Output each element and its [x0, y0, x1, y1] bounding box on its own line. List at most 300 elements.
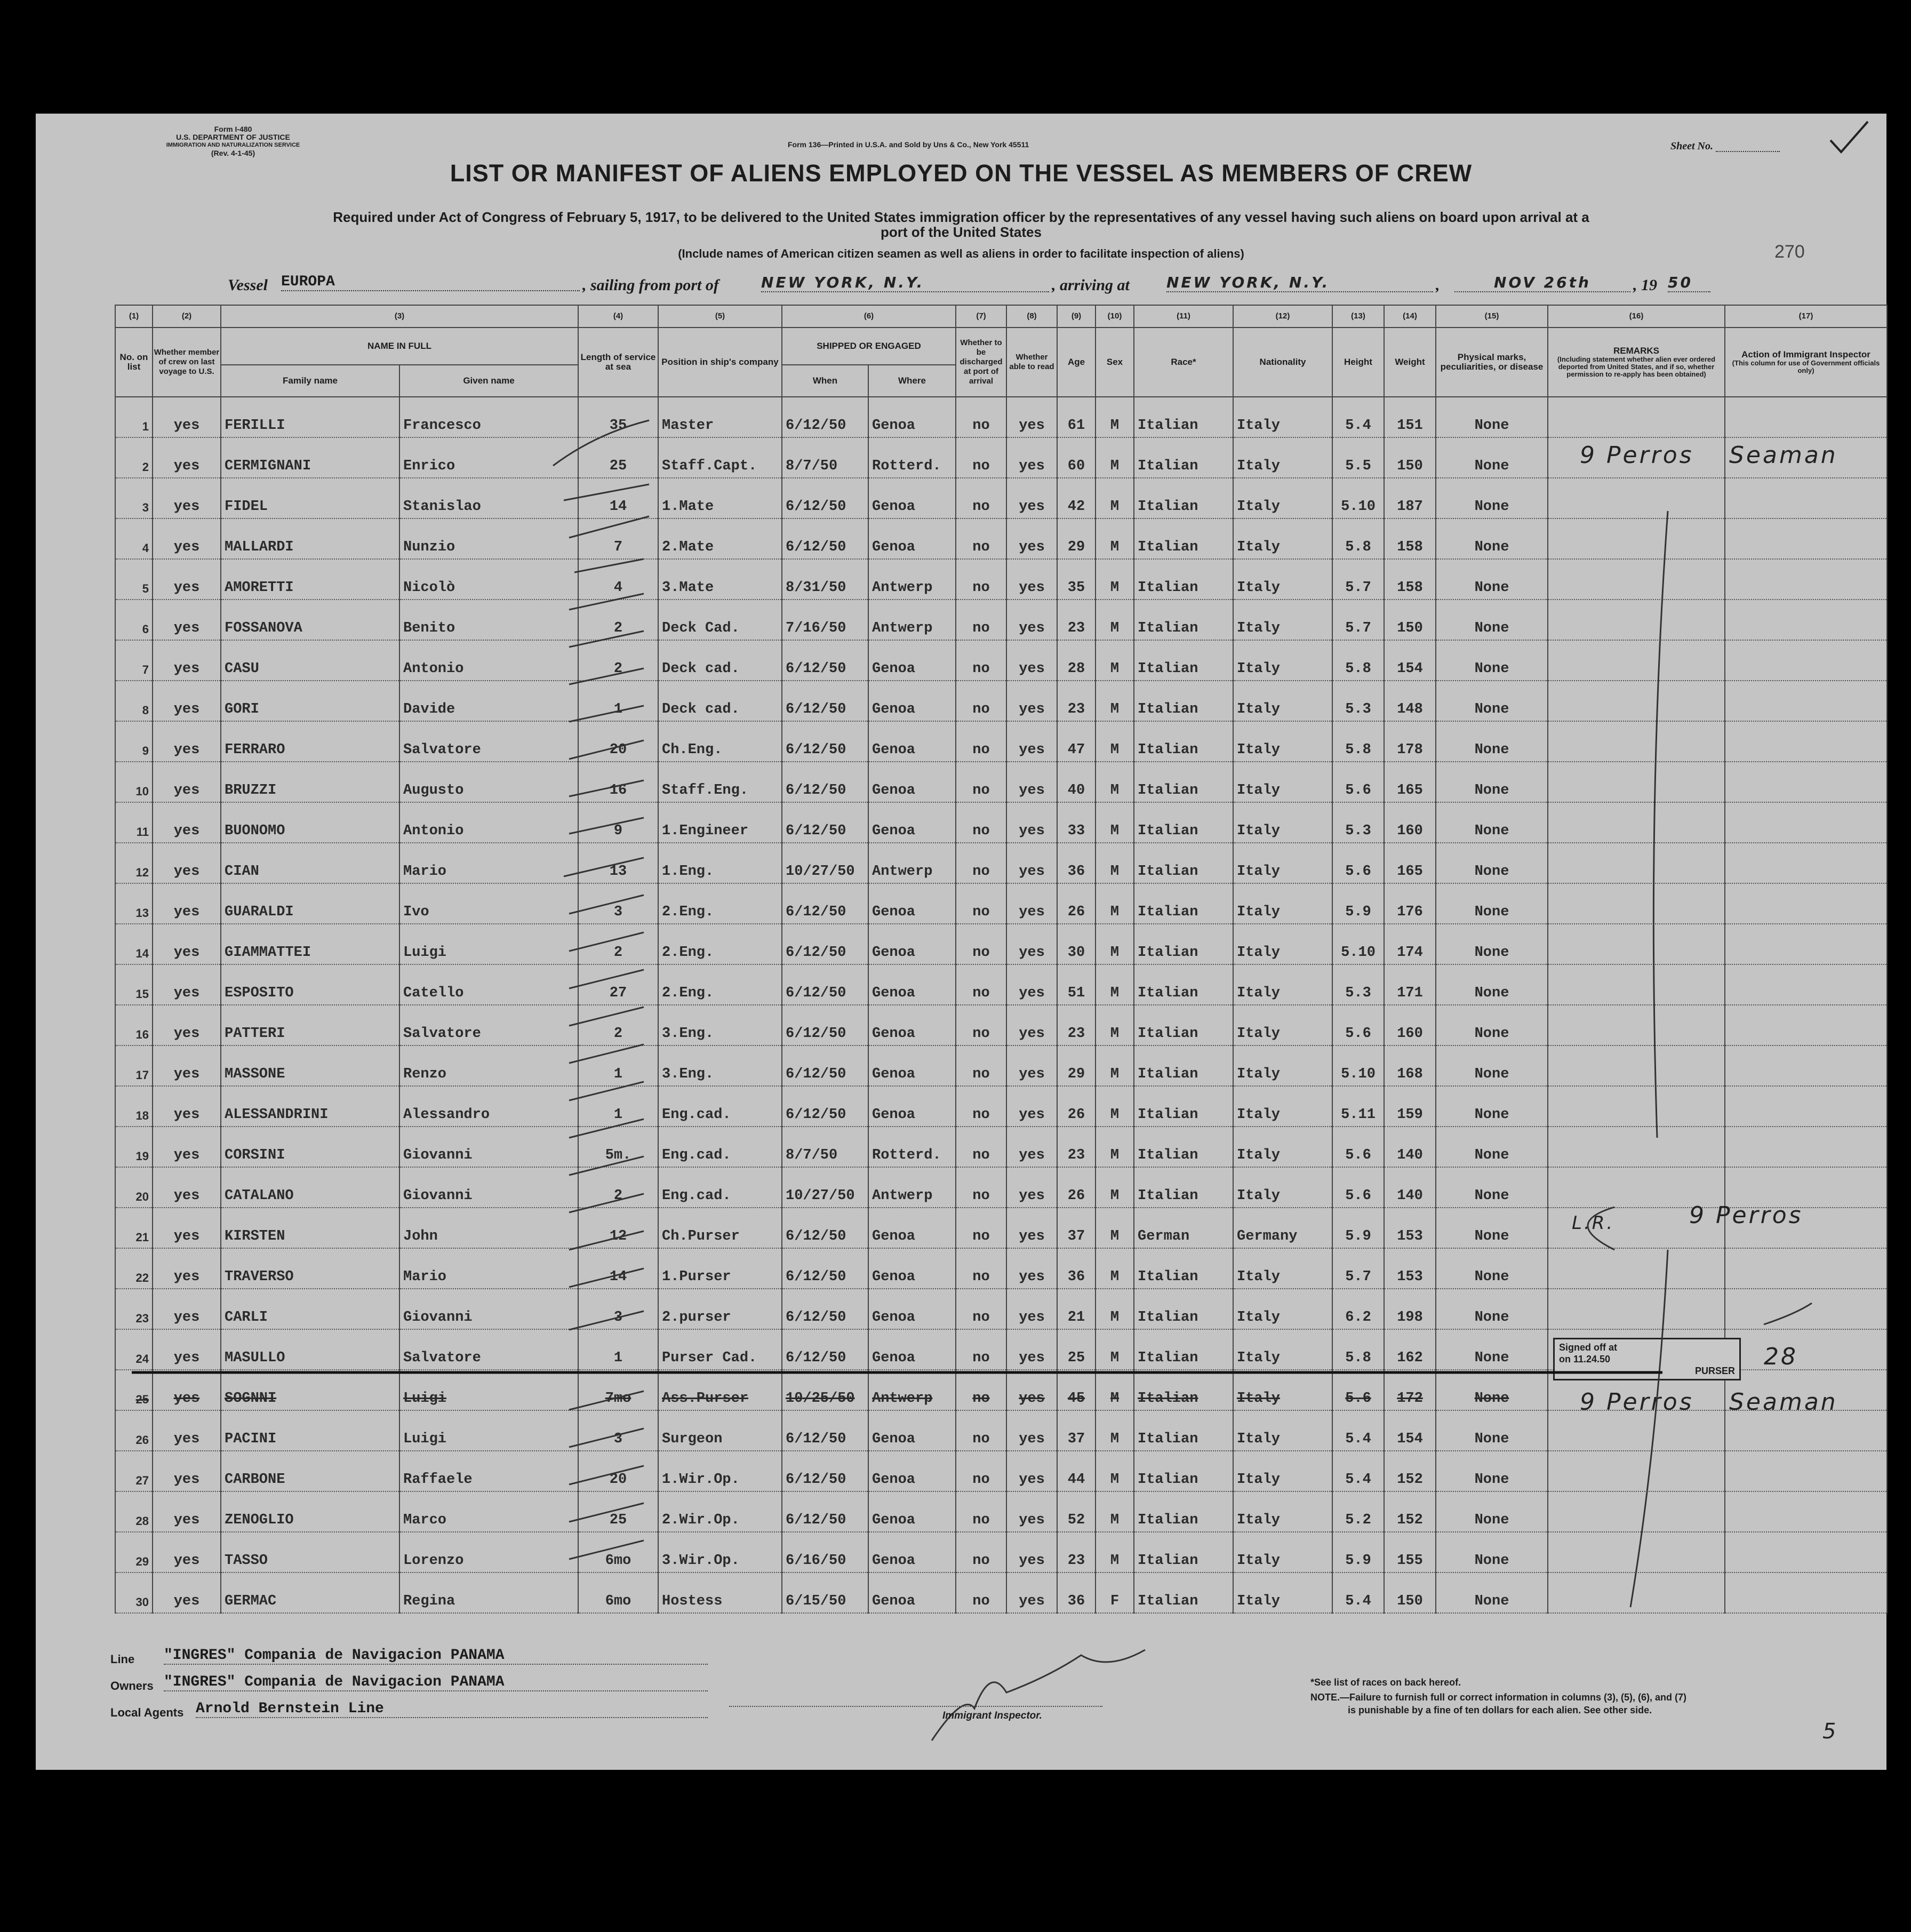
cell-age: 29	[1057, 1045, 1096, 1086]
cell-race: Italian	[1134, 518, 1233, 559]
arriving-port: NEW YORK, N.Y.	[1166, 274, 1433, 292]
cell-nationality: Italy	[1233, 1451, 1332, 1491]
cell-nationality: Italy	[1233, 1289, 1332, 1329]
cell-age: 52	[1057, 1491, 1096, 1532]
cell-marks: None	[1436, 883, 1548, 924]
sailing-port: NEW YORK, N.Y.	[761, 274, 1049, 292]
header-height: Height	[1332, 328, 1384, 397]
cell-age: 29	[1057, 518, 1096, 559]
cell-family: TRAVERSO	[221, 1248, 399, 1289]
action-row-26: Seaman	[1729, 1388, 1838, 1416]
cell-sex: M	[1096, 1005, 1134, 1045]
cell-sex: M	[1096, 518, 1134, 559]
cell-discharged: no	[956, 964, 1006, 1005]
cell-age: 45	[1057, 1370, 1096, 1410]
cell-height: 5.10	[1332, 924, 1384, 964]
cell-read: yes	[1006, 518, 1057, 559]
cell-given: Giovanni	[399, 1167, 578, 1208]
cell-family: CARLI	[221, 1289, 399, 1329]
cell-where: Genoa	[868, 1289, 956, 1329]
cell-where: Genoa	[868, 1451, 956, 1491]
cell-nationality: Italy	[1233, 1086, 1332, 1127]
cell-when: 6/12/50	[782, 478, 868, 518]
cell-when: 8/7/50	[782, 1127, 868, 1167]
cell-weight: 176	[1384, 883, 1436, 924]
cell-race: Italian	[1134, 1045, 1233, 1086]
cell-read: yes	[1006, 478, 1057, 518]
cell-position: Hostess	[658, 1572, 782, 1613]
inspector-signature-line	[729, 1706, 1102, 1707]
cell-age: 33	[1057, 802, 1096, 843]
cell-position: Eng.cad.	[658, 1127, 782, 1167]
cell-position: Ch.Eng.	[658, 721, 782, 762]
cell-position: 3.Eng.	[658, 1005, 782, 1045]
vessel-label: Vessel	[228, 276, 268, 294]
cell-race: Italian	[1134, 1370, 1233, 1410]
cell-nationality: Italy	[1233, 1532, 1332, 1572]
cell-position: Staff.Eng.	[658, 762, 782, 802]
cell-no: 27	[115, 1451, 153, 1491]
cell-weight: 158	[1384, 518, 1436, 559]
cell-length: 6mo	[578, 1572, 658, 1613]
cell-height: 5.4	[1332, 1572, 1384, 1613]
cell-when: 6/12/50	[782, 1491, 868, 1532]
printer-note: Form 136—Printed in U.S.A. and Sold by Uns & Co., New York 45511	[788, 140, 1029, 149]
cell-length: 1	[578, 681, 658, 721]
cell-sex: M	[1096, 1370, 1134, 1410]
cell-height: 5.6	[1332, 762, 1384, 802]
cell-read: yes	[1006, 964, 1057, 1005]
colnum-6: (6)	[782, 305, 956, 328]
cell-age: 21	[1057, 1289, 1096, 1329]
colnum-15: (15)	[1436, 305, 1548, 328]
cell-when: 10/27/50	[782, 1167, 868, 1208]
cell-length: 16	[578, 762, 658, 802]
line-label: Line	[110, 1652, 135, 1666]
cell-position: 2.purser	[658, 1289, 782, 1329]
cell-marks: None	[1436, 924, 1548, 964]
cell-position: 3.Mate	[658, 559, 782, 600]
cell-length: 2	[578, 924, 658, 964]
header-weight: Weight	[1384, 328, 1436, 397]
cell-weight: 150	[1384, 600, 1436, 640]
cell-race: Italian	[1134, 600, 1233, 640]
cell-family: PATTERI	[221, 1005, 399, 1045]
cell-when: 6/12/50	[782, 883, 868, 924]
cell-race: Italian	[1134, 1491, 1233, 1532]
cell-race: Italian	[1134, 1410, 1233, 1451]
cell-marks: None	[1436, 964, 1548, 1005]
header-where: Where	[868, 365, 956, 397]
cell-nationality: Italy	[1233, 437, 1332, 478]
cell-when: 8/31/50	[782, 559, 868, 600]
cell-member: yes	[153, 640, 221, 681]
cell-age: 23	[1057, 681, 1096, 721]
cell-discharged: no	[956, 681, 1006, 721]
cell-sex: M	[1096, 437, 1134, 478]
cell-given: Luigi	[399, 924, 578, 964]
cell-family: CERMIGNANI	[221, 437, 399, 478]
cell-when: 6/12/50	[782, 1289, 868, 1329]
cell-when: 6/12/50	[782, 1045, 868, 1086]
cell-where: Genoa	[868, 924, 956, 964]
cell-family: FERRARO	[221, 721, 399, 762]
cell-height: 5.10	[1332, 1045, 1384, 1086]
cell-height: 5.3	[1332, 802, 1384, 843]
cell-no: 8	[115, 681, 153, 721]
cell-no: 1	[115, 397, 153, 437]
stamp-line-3: PURSER	[1694, 1366, 1735, 1376]
cell-family: CORSINI	[221, 1127, 399, 1167]
cell-family: MALLARDI	[221, 518, 399, 559]
cell-length: 2	[578, 600, 658, 640]
cell-given: Enrico	[399, 437, 578, 478]
subtitle-note: (Include names of American citizen seamen as well as aliens in order to facilitate inspection of aliens)	[678, 247, 1244, 260]
cell-sex: M	[1096, 721, 1134, 762]
cell-weight: 160	[1384, 1005, 1436, 1045]
subtitle-line-1: Required under Act of Congress of February 5, 1917, to be delivered to the United States immigration officer by the representatives of any vessel having such aliens on board upon arrival at a	[333, 209, 1589, 225]
cell-race: Italian	[1134, 721, 1233, 762]
cell-member: yes	[153, 1208, 221, 1248]
cell-given: Renzo	[399, 1045, 578, 1086]
cell-age: 36	[1057, 1572, 1096, 1613]
cell-no: 7	[115, 640, 153, 681]
cell-no: 16	[115, 1005, 153, 1045]
cell-sex: M	[1096, 478, 1134, 518]
cell-where: Genoa	[868, 1491, 956, 1532]
cell-nationality: Italy	[1233, 721, 1332, 762]
cell-race: Italian	[1134, 762, 1233, 802]
cell-read: yes	[1006, 843, 1057, 883]
cell-given: Augusto	[399, 762, 578, 802]
cell-sex: M	[1096, 640, 1134, 681]
cell-sex: M	[1096, 1045, 1134, 1086]
cell-where: Genoa	[868, 1410, 956, 1451]
cell-family: FOSSANOVA	[221, 600, 399, 640]
cell-length: 1	[578, 1086, 658, 1127]
cell-no: 19	[115, 1127, 153, 1167]
cell-read: yes	[1006, 1289, 1057, 1329]
cell-length: 25	[578, 437, 658, 478]
cell-no: 2	[115, 437, 153, 478]
cell-member: yes	[153, 397, 221, 437]
header-remarks-note: (Including statement whether alien ever ordered deported from United States, and if so, whether permission to re-apply has been obtained)	[1557, 355, 1716, 378]
cell-family: MASSONE	[221, 1045, 399, 1086]
cell-weight: 174	[1384, 924, 1436, 964]
cell-member: yes	[153, 559, 221, 600]
cell-sex: M	[1096, 802, 1134, 843]
cell-marks: None	[1436, 600, 1548, 640]
cell-member: yes	[153, 883, 221, 924]
remark-row-1: 9 Perros	[1580, 442, 1694, 469]
cell-read: yes	[1006, 437, 1057, 478]
cell-position: 1.Purser	[658, 1248, 782, 1289]
colnum-4: (4)	[578, 305, 658, 328]
cell-race: Italian	[1134, 924, 1233, 964]
cell-sex: M	[1096, 964, 1134, 1005]
cell-weight: 152	[1384, 1491, 1436, 1532]
cell-family: GUARALDI	[221, 883, 399, 924]
cell-race: Italian	[1134, 1167, 1233, 1208]
cell-race: Italian	[1134, 1127, 1233, 1167]
cell-given: Salvatore	[399, 1329, 578, 1370]
cell-age: 40	[1057, 762, 1096, 802]
cell-height: 5.4	[1332, 397, 1384, 437]
cell-race: Italian	[1134, 478, 1233, 518]
cell-nationality: Italy	[1233, 883, 1332, 924]
cell-discharged: no	[956, 1208, 1006, 1248]
stamp-line-1: Signed off at	[1559, 1342, 1617, 1353]
line-value: "INGRES" Compania de Navigacion PANAMA	[164, 1647, 708, 1665]
revision: (Rev. 4-1-45)	[211, 149, 255, 157]
cell-height: 5.7	[1332, 600, 1384, 640]
cell-discharged: no	[956, 600, 1006, 640]
cell-family: PACINI	[221, 1410, 399, 1451]
cell-when: 6/12/50	[782, 964, 868, 1005]
cell-length: 25	[578, 1491, 658, 1532]
cell-weight: 172	[1384, 1370, 1436, 1410]
cell-given: Benito	[399, 600, 578, 640]
cell-sex: M	[1096, 1410, 1134, 1451]
cell-read: yes	[1006, 1451, 1057, 1491]
cell-read: yes	[1006, 1491, 1057, 1532]
cell-height: 5.4	[1332, 1410, 1384, 1451]
cell-length: 20	[578, 721, 658, 762]
cell-where: Genoa	[868, 1208, 956, 1248]
cell-sex: M	[1096, 762, 1134, 802]
cell-race: Italian	[1134, 681, 1233, 721]
cell-nationality: Italy	[1233, 397, 1332, 437]
cell-position: 1.Eng.	[658, 843, 782, 883]
sheet-label: Sheet No.	[1670, 140, 1713, 152]
corner-number: 5	[1822, 1719, 1838, 1744]
cell-member: yes	[153, 1005, 221, 1045]
cell-weight: 153	[1384, 1248, 1436, 1289]
cell-age: 37	[1057, 1410, 1096, 1451]
cell-nationality: Italy	[1233, 1045, 1332, 1086]
header-marks: Physical marks, peculiarities, or disease	[1436, 328, 1548, 397]
cell-height: 5.7	[1332, 559, 1384, 600]
cell-when: 10/27/50	[782, 843, 868, 883]
cell-discharged: no	[956, 1289, 1006, 1329]
cell-marks: None	[1436, 518, 1548, 559]
cell-given: Nicolò	[399, 559, 578, 600]
cell-weight: 153	[1384, 1208, 1436, 1248]
cell-discharged: no	[956, 559, 1006, 600]
cell-weight: 150	[1384, 1572, 1436, 1613]
cell-position: 2.Mate	[658, 518, 782, 559]
cell-weight: 150	[1384, 437, 1436, 478]
cell-length: 2	[578, 640, 658, 681]
inspector-label: Immigrant Inspector.	[942, 1710, 1042, 1721]
cell-read: yes	[1006, 1410, 1057, 1451]
cell-given: Giovanni	[399, 1127, 578, 1167]
cell-length: 13	[578, 843, 658, 883]
cell-sex: M	[1096, 1248, 1134, 1289]
cell-nationality: Italy	[1233, 600, 1332, 640]
cell-sex: M	[1096, 1532, 1134, 1572]
cell-when: 6/12/50	[782, 1086, 868, 1127]
cell-no: 29	[115, 1532, 153, 1572]
colnum-17: (17)	[1725, 305, 1887, 328]
cell-height: 5.11	[1332, 1086, 1384, 1127]
cell-when: 6/16/50	[782, 1532, 868, 1572]
cell-height: 5.10	[1332, 478, 1384, 518]
cell-height: 5.6	[1332, 1370, 1384, 1410]
cell-race: Italian	[1134, 559, 1233, 600]
cell-weight: 151	[1384, 397, 1436, 437]
cell-weight: 152	[1384, 1451, 1436, 1491]
cell-where: Antwerp	[868, 843, 956, 883]
cell-where: Antwerp	[868, 559, 956, 600]
cell-nationality: Italy	[1233, 1127, 1332, 1167]
cell-no: 25	[115, 1370, 153, 1410]
cell-position: 2.Wir.Op.	[658, 1491, 782, 1532]
cell-read: yes	[1006, 397, 1057, 437]
sailing-label: , sailing from port of	[582, 276, 719, 294]
cell-marks: None	[1436, 1005, 1548, 1045]
cell-discharged: no	[956, 883, 1006, 924]
cell-family: CARBONE	[221, 1451, 399, 1491]
cell-read: yes	[1006, 600, 1057, 640]
cell-nationality: Italy	[1233, 924, 1332, 964]
cell-race: Italian	[1134, 883, 1233, 924]
cell-member: yes	[153, 762, 221, 802]
arrival-date: NOV 26th	[1454, 274, 1630, 292]
cell-discharged: no	[956, 518, 1006, 559]
cell-no: 30	[115, 1572, 153, 1613]
cell-age: 60	[1057, 437, 1096, 478]
cell-nationality: Italy	[1233, 1410, 1332, 1451]
cell-discharged: no	[956, 1451, 1006, 1491]
cell-given: Lorenzo	[399, 1532, 578, 1572]
cell-discharged: no	[956, 1410, 1006, 1451]
cell-sex: M	[1096, 1491, 1134, 1532]
cell-where: Genoa	[868, 1572, 956, 1613]
cell-marks: None	[1436, 1329, 1548, 1370]
cell-discharged: no	[956, 1572, 1006, 1613]
header-when: When	[782, 365, 868, 397]
cell-age: 51	[1057, 964, 1096, 1005]
cell-given: Marco	[399, 1491, 578, 1532]
cell-read: yes	[1006, 1329, 1057, 1370]
cell-no: 26	[115, 1410, 153, 1451]
cell-weight: 148	[1384, 681, 1436, 721]
cell-age: 23	[1057, 1127, 1096, 1167]
cell-position: Ass.Purser	[658, 1370, 782, 1410]
cell-member: yes	[153, 1370, 221, 1410]
cell-height: 5.6	[1332, 1005, 1384, 1045]
cell-no: 28	[115, 1491, 153, 1532]
cell-member: yes	[153, 681, 221, 721]
cell-discharged: no	[956, 1329, 1006, 1370]
cell-family: GERMAC	[221, 1572, 399, 1613]
cell-length: 6mo	[578, 1532, 658, 1572]
cell-family: FERILLI	[221, 397, 399, 437]
cell-discharged: no	[956, 478, 1006, 518]
cell-nationality: Italy	[1233, 518, 1332, 559]
cell-nationality: Italy	[1233, 1572, 1332, 1613]
remark-row-21-lr: L.R.	[1572, 1212, 1615, 1234]
cell-position: 3.Eng.	[658, 1045, 782, 1086]
cell-sex: M	[1096, 1329, 1134, 1370]
header-member: Whether member of crew on last voyage to U.S.	[153, 328, 221, 397]
header-no: No. on list	[115, 328, 153, 397]
cell-family: BRUZZI	[221, 762, 399, 802]
cell-length: 7	[578, 518, 658, 559]
cell-height: 5.2	[1332, 1491, 1384, 1532]
cell-height: 5.4	[1332, 1451, 1384, 1491]
cell-position: 1.Engineer	[658, 802, 782, 843]
header-remarks-title: REMARKS	[1613, 346, 1659, 356]
cell-family: GORI	[221, 681, 399, 721]
footer-note-3: is punishable by a fine of ten dollars for each alien. See other side.	[1348, 1705, 1652, 1715]
cell-when: 6/15/50	[782, 1572, 868, 1613]
cell-height: 5.9	[1332, 1208, 1384, 1248]
cell-marks: None	[1436, 478, 1548, 518]
cell-position: Staff.Capt.	[658, 437, 782, 478]
colnum-10: (10)	[1096, 305, 1134, 328]
header-action-note: (This column for use of Government officials only)	[1732, 359, 1880, 374]
cell-sex: M	[1096, 1451, 1134, 1491]
cell-given: Stanislao	[399, 478, 578, 518]
cell-given: Salvatore	[399, 721, 578, 762]
cell-weight: 171	[1384, 964, 1436, 1005]
cell-nationality: Italy	[1233, 640, 1332, 681]
cell-length: 12	[578, 1208, 658, 1248]
cell-sex: M	[1096, 883, 1134, 924]
cell-member: yes	[153, 843, 221, 883]
header-action-title: Action of Immigrant Inspector	[1741, 349, 1870, 360]
stamp-line-2: on 11.24.50	[1559, 1354, 1611, 1364]
remark-row-26: 9 Perros	[1580, 1388, 1694, 1416]
cell-weight: 198	[1384, 1289, 1436, 1329]
handwritten-check-marks	[36, 114, 1886, 1770]
cell-height: 5.7	[1332, 1248, 1384, 1289]
cell-no: 20	[115, 1167, 153, 1208]
cell-age: 28	[1057, 640, 1096, 681]
cell-race: Italian	[1134, 1005, 1233, 1045]
cell-marks: None	[1436, 1370, 1548, 1410]
cell-length: 2	[578, 1167, 658, 1208]
cell-position: Deck Cad.	[658, 600, 782, 640]
cell-sex: F	[1096, 1572, 1134, 1613]
cell-no: 23	[115, 1289, 153, 1329]
header-nationality: Nationality	[1233, 328, 1332, 397]
subtitle-line-2: port of the United States	[881, 224, 1042, 240]
cell-age: 35	[1057, 559, 1096, 600]
cell-where: Rotterd.	[868, 1127, 956, 1167]
cell-no: 13	[115, 883, 153, 924]
cell-where: Genoa	[868, 964, 956, 1005]
cell-race: Italian	[1134, 437, 1233, 478]
colnum-7: (7)	[956, 305, 1006, 328]
cell-member: yes	[153, 1572, 221, 1613]
cell-no: 14	[115, 924, 153, 964]
cell-length: 27	[578, 964, 658, 1005]
cell-weight: 155	[1384, 1532, 1436, 1572]
cell-age: 37	[1057, 1208, 1096, 1248]
cell-nationality: Italy	[1233, 1370, 1332, 1410]
cell-where: Genoa	[868, 1248, 956, 1289]
cell-member: yes	[153, 478, 221, 518]
cell-when: 6/12/50	[782, 1248, 868, 1289]
cell-age: 30	[1057, 924, 1096, 964]
cell-length: 2	[578, 1005, 658, 1045]
cell-discharged: no	[956, 1491, 1006, 1532]
cell-member: yes	[153, 1491, 221, 1532]
cell-marks: None	[1436, 559, 1548, 600]
